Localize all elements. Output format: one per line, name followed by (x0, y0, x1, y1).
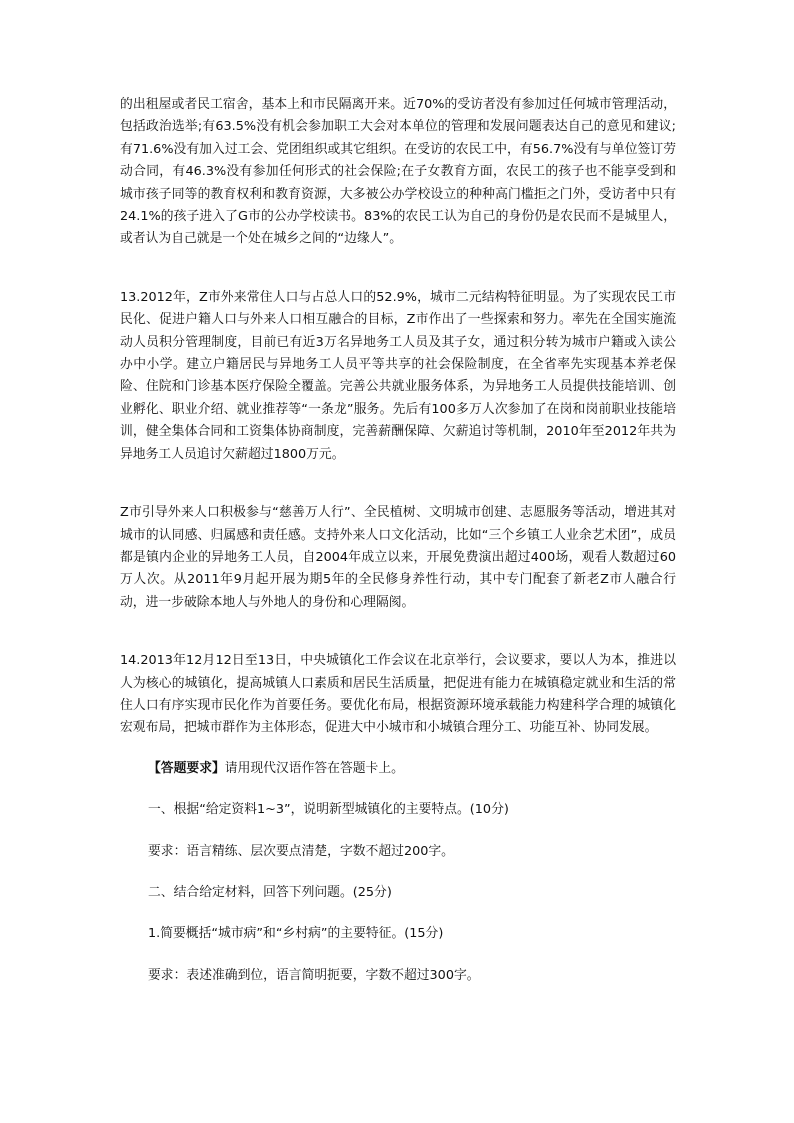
paragraph-spacer (120, 466, 676, 502)
section-spacer (120, 740, 676, 758)
question-1-requirement: 要求：语言精练、层次要点清楚，字数不超过200字。 (148, 843, 454, 859)
paragraph-spacer (120, 251, 676, 287)
question-2: 二、结合给定材料，回答下列问题。(25分) (148, 884, 392, 900)
paragraph-spacer (120, 614, 676, 650)
paragraph-material-13: 13.2012年，Z市外来常住人口与占总人口的52.9%，城市二元结构特征明显。为了实现农民工市民化、促进户籍人口与外来人口相互融合的目标，Z市作出了一些探索和努力。率先在全国实施流动人员积分管理制度，目前已有近3万名异地务工人员及其子女，通过积分转为城市户籍或入读公办中小学。建立户籍居民与异地务工人员平等共享的社会保险制度，在全省率先实现基本养老保险、住院和门诊基本医疗保险全覆盖。完善公共就业服务体系，为异地务工人员提供技能培训、创业孵化、职业介绍、就业推荐等“一条龙”服务。先后有100多万人次参加了在岗和岗前职业技能培训，健全集体合同和工资集体协商制度，完善薪酬保障、欠薪追讨等机制，2010年至2012年共为异地务工人员追讨欠薪超过1800万元。 (120, 289, 676, 462)
paragraph-survey-continuation: 的出租屋或者民工宿舍，基本上和市民隔离开来。近70%的受访者没有参加过任何城市管理活动，包括政治选举;有63.5%没有机会参加职工大会对本单位的管理和发展问题表达自己的意见和建议;有71.6%没有加入过工会、党团组织或其它组织。在受访的农民工中，有56.7%没有与单位签订劳动合同，有46.3%没有参加任何形式的社会保险;在子女教育方面，农民工的孩子也不能享受到和城市孩子同等的教育权利和教育资源，大多被公办学校设立的种种高门槛拒之门外，受访者中只有24.1%的孩子进入了G市的公办学校读书。83%的农民工认为自己的身份仍是农民而不是城里人，或者认为自己就是一个处在城乡之间的“边缘人”。 (120, 97, 676, 247)
question-1: 一、根据“给定资料1~3”，说明新型城镇化的主要特点。(10分) (148, 802, 509, 818)
answer-requirements-text: 请用现代汉语作答在答题卡上。 (224, 760, 404, 776)
paragraph-material-13-cont: Z市引导外来人口积极参与“慈善万人行”、全民植树、文明城市创建、志愿服务等活动，增进其对城市的认同感、归属感和责任感。支持外来人口文化活动，比如“三个乡镇工人业余艺术团”，成员都是镇内企业的异地务工人员，自2004年成立以来，开展免费演出超过400场，观看人数超过60万人次。从2011年9月起开展为期5年的全民修身养性行动，其中专门配套了新老Z市人融合行动，进一步破除本地人与外地人的身份和心理隔阂。 (120, 505, 676, 610)
answer-requirements (120, 758, 676, 780)
question-2-1: 1.简要概括“城市病”和“乡村病”的主要特征。(15分) (148, 926, 444, 942)
paragraph-material-14: 14.2013年12月12日至13日，中央城镇化工作会议在北京举行，会议要求，要以人为本，推进以人为核心的城镇化，提高城镇人口素质和居民生活质量，把促进有能力在城镇稳定就业和生活的常住人口有序实现市民化作为首要任务。要优化布局，根据资源环境承载能力构建科学合理的城镇化宏观布局，把城市群作为主体形态，促进大中小城市和小城镇合理分工、功能互补、协同发展。 (120, 653, 676, 736)
question-2-1-requirement: 要求：表述准确到位，语言简明扼要，字数不超过300字。 (148, 967, 480, 983)
answer-requirements-label: 【答题要求】 (148, 760, 225, 776)
